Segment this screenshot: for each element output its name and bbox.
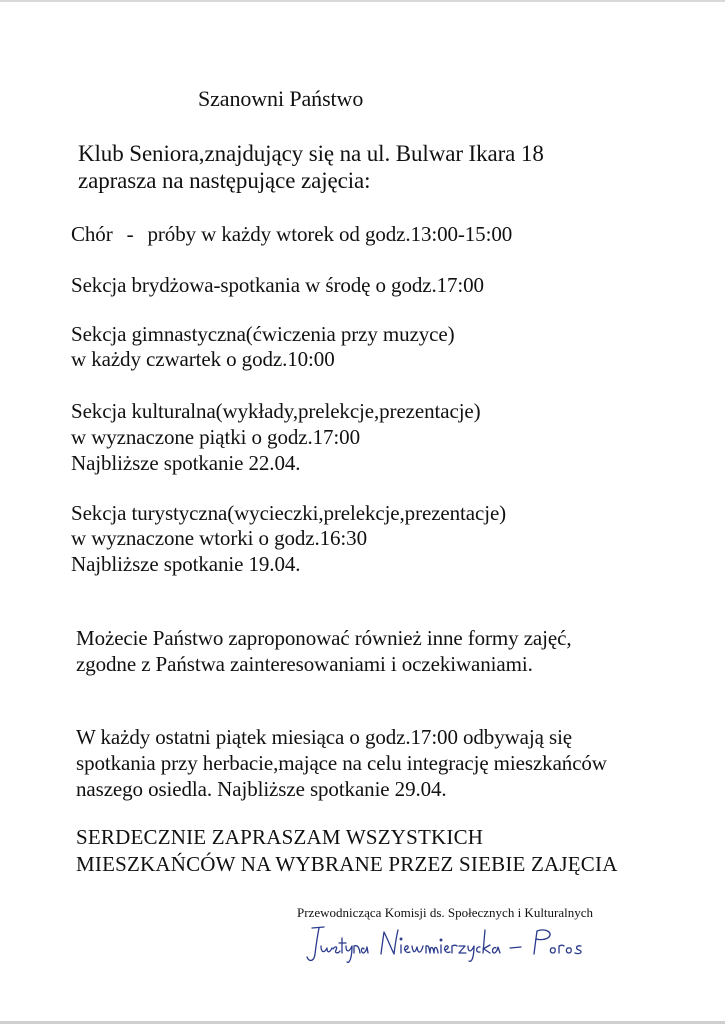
culture-activity-line-1: Sekcja kulturalna(wykłady,prelekcje,prezentacje) — [71, 399, 481, 423]
tourism-activity-line-1: Sekcja turystyczna(wycieczki,prelekcje,prezentacje) — [71, 501, 507, 525]
bridge-activity: Sekcja brydżowa-spotkania w środę o godz.17:00 — [71, 273, 484, 297]
tourism-activity-line-3: Najbliższe spotkanie 19.04. — [71, 552, 301, 576]
choir-dash: - — [126, 222, 134, 246]
handwritten-signature — [305, 924, 595, 966]
tourism-activity-line-2: w wyznaczone wtorki o godz.16:30 — [71, 526, 367, 550]
intro-line-2: zaprasza na następujące zajęcia: — [78, 168, 371, 193]
proposal-line-2: zgodne z Państwa zainteresowaniami i oczekiwaniami. — [76, 652, 533, 676]
tea-meeting-line-1: W każdy ostatni piątek miesiąca o godz.17:00 odbywają się — [76, 725, 573, 749]
greeting: Szanowni Państwo — [198, 86, 364, 111]
invitation-line-2: MIESZKAŃCÓW NA WYBRANE PRZEZ SIEBIE ZAJĘCIA — [76, 852, 618, 876]
gym-activity-line-1: Sekcja gimnastyczna(ćwiczenia przy muzyce) — [71, 322, 455, 346]
tea-meeting-line-3: naszego osiedla. Najbliższe spotkanie 29.04. — [76, 777, 447, 801]
choir-name: Chór — [71, 222, 113, 246]
tea-meeting-line-2: spotkania przy herbacie,mające na celu integrację mieszkańców — [76, 751, 607, 775]
choir-activity — [71, 221, 512, 247]
culture-activity-line-2: w wyznaczone piątki o godz.17:00 — [71, 425, 360, 449]
chair-title: Przewodnicząca Komisji ds. Społecznych i Kulturalnych — [297, 905, 594, 920]
invitation-line-1: SERDECZNIE ZAPRASZAM WSZYSTKICH — [76, 825, 484, 849]
culture-activity-line-3: Najbliższe spotkanie 22.04. — [71, 451, 301, 475]
gym-activity-line-2: w każdy czwartek o godz.10:00 — [71, 347, 335, 371]
page-top-edge — [0, 0, 725, 2]
choir-detail: próby w każdy wtorek od godz.13:00-15:00 — [147, 222, 513, 246]
intro-line-1: Klub Seniora,znajdujący się na ul. Bulwar Ikara 18 — [78, 141, 544, 166]
proposal-line-1: Możecie Państwo zaproponować również inne formy zajęć, — [76, 626, 572, 650]
